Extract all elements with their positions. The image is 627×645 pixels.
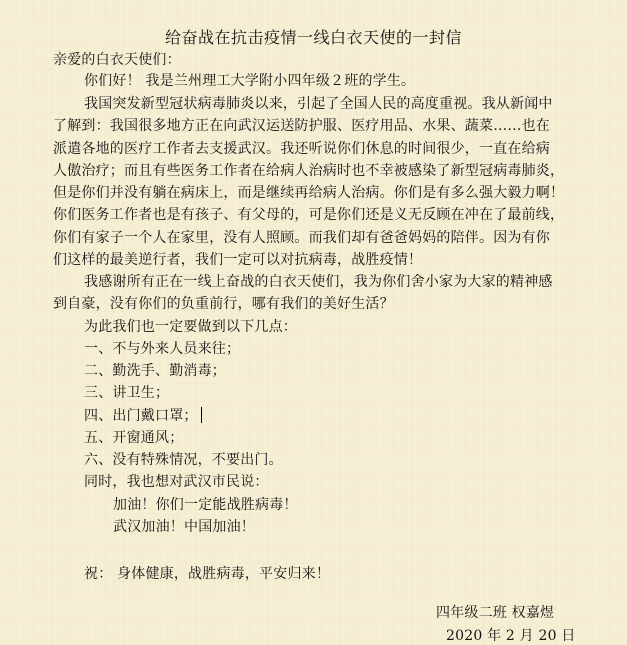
paragraph-line: 到自豪，没有你们的负重前行，哪有我们的美好生活？ <box>53 296 394 312</box>
paragraph-line: 了解到：我国很多地方正在向武汉运送防护服、医疗用品、水果、蔬菜……也在 <box>53 118 550 134</box>
paragraph-line: 但是你们并没有躺在病床上，而是继续再给病人治病。你们是有多么强大毅力啊！ <box>53 185 565 201</box>
paragraph-line: 们这样的最美逆行者，我们一定可以对抗病毒，战胜疫情！ <box>53 252 423 268</box>
signature: 四年级二班 权嘉煜 <box>436 605 555 621</box>
paragraph-line: 你们有家子一个人在家里，没有人照顾。而我们却有爸爸妈妈的陪伴。因为有你 <box>53 230 550 246</box>
paragraph-line: 为此我们也一定要做到以下几点： <box>84 319 297 335</box>
list-item-with-caret[interactable] <box>84 407 202 425</box>
list-item: 六、没有特殊情况，不要出门。 <box>84 452 283 468</box>
list-item: 三、讲卫生； <box>84 385 170 401</box>
paragraph-line: 你们好！ 我是兰州理工大学附小四年级２班的学生。 <box>84 73 416 89</box>
list-item: 二、勤洗手、勤消毒； <box>84 363 226 379</box>
list-item: 五、开窗通风； <box>84 430 184 446</box>
list-item: 一、不与外来人员来往； <box>84 341 241 357</box>
paragraph-line: 同时，我也想对武汉市民说： <box>84 474 269 490</box>
cheer-line: 加油！你们一定能战胜病毒！ <box>113 497 298 513</box>
greeting: 亲爱的白衣天使们： <box>53 52 181 68</box>
paragraph-line: 派遣各地的医疗工作者去支援武汉。我还听说你们休息的时间很少，一直在给病 <box>53 141 550 157</box>
date: 2020 年 2 月 20 日 <box>446 628 576 644</box>
paragraph-line: 我感谢所有正在一线上奋战的白衣天使们，我为你们舍小家为大家的精神感 <box>84 274 553 290</box>
paragraph-line: 我国突发新型冠状病毒肺炎以来，引起了全国人民的高度重视。我从新闻中 <box>84 96 553 112</box>
cheer-line: 武汉加油！中国加油！ <box>113 519 255 535</box>
paragraph-line: 你们医务工作者也是有孩子、有父母的，可是你们还是义无反顾在冲在了最前线， <box>53 207 565 223</box>
paragraph-line: 人傲治疗；而且有些医务工作者在给病人治病时也不幸被感染了新型冠病毒肺炎， <box>53 163 565 179</box>
text-cursor <box>201 407 202 423</box>
letter-title: 给奋战在抗击疫情一线白衣天使的一封信 <box>164 28 462 47</box>
list-item: 四、出门戴口罩； <box>84 408 198 424</box>
closing-wish: 祝： 身体健康，战胜病毒，平安归来！ <box>84 566 331 582</box>
